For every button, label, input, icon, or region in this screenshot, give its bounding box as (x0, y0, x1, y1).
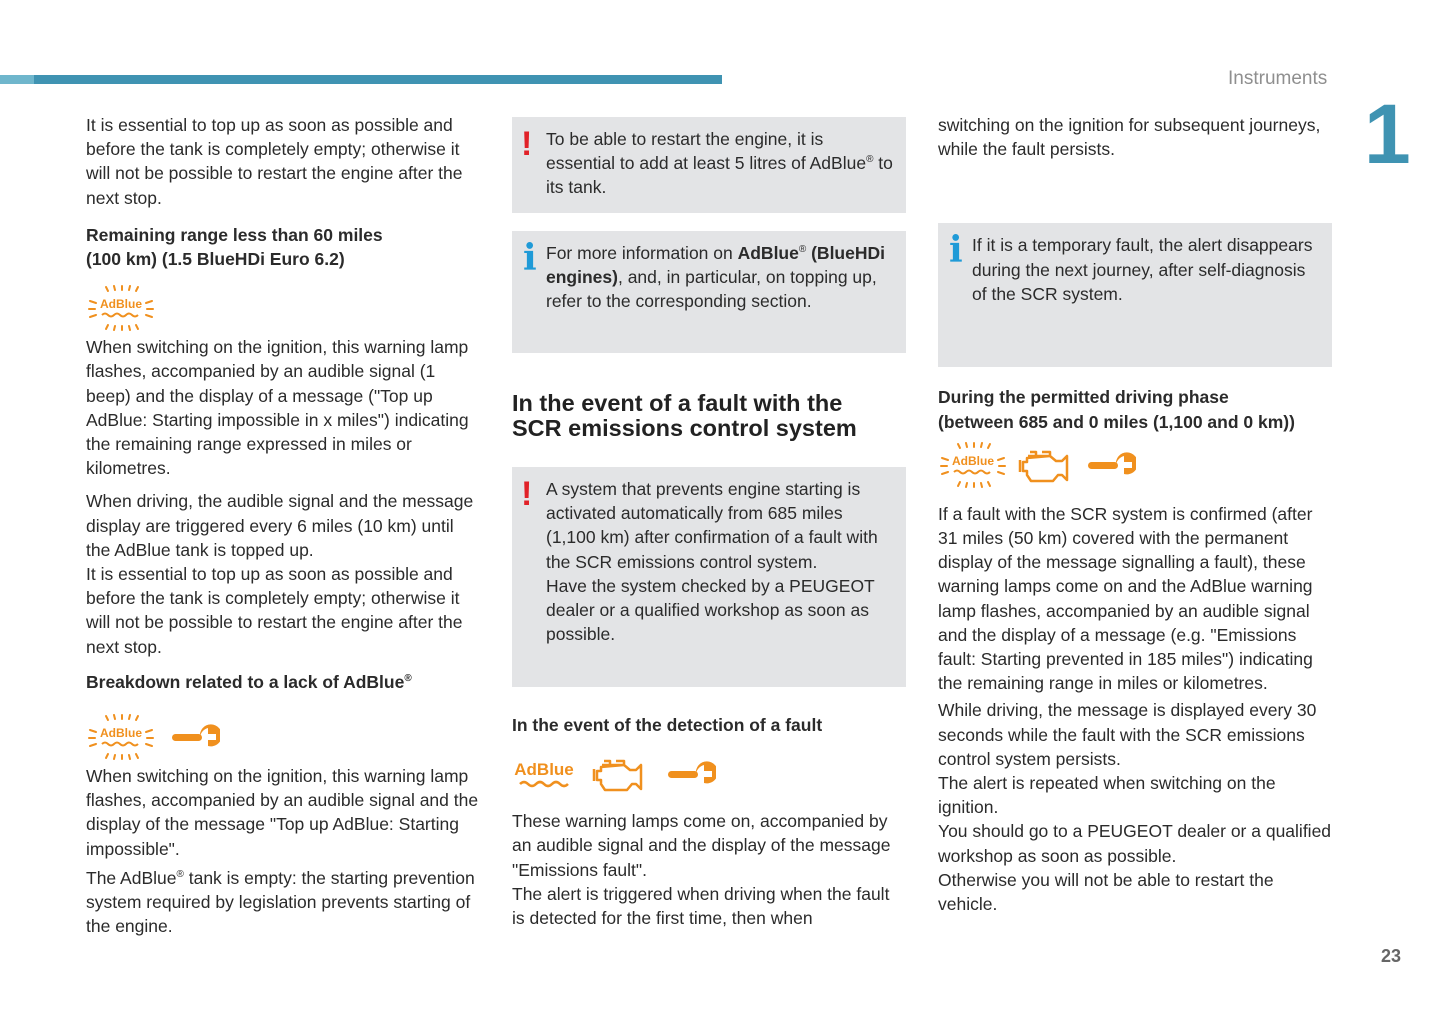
subheading-remaining-range: Remaining range less than 60 miles (100 km) (1.5 BlueHDi Euro 6.2) (86, 224, 383, 270)
warning-lamps (512, 753, 906, 795)
info-icon: i (949, 229, 963, 272)
wrench-icon (666, 761, 716, 787)
warning-box: ! A system that prevents engine starting is activated automatically from 685 miles (1,100 km) after confirmation of a fault with the SCR emissions control system. Have the system checked by a PEUGEOT dealer or a qualified workshop as soon as possible. (512, 467, 906, 687)
svg-text:AdBlue: AdBlue (100, 726, 142, 741)
warning-icon: ! (521, 475, 533, 513)
paragraph: These warning lamps come on, accompanied by an audible signal and the display of the message "Emissions fault". (512, 811, 891, 880)
warning-icon: ! (521, 125, 533, 163)
info-icon: i (523, 237, 537, 279)
section-title: Instruments (1228, 68, 1328, 89)
warning-box: ! To be able to restart the engine, it is essential to add at least 5 litres of AdBlue® to its tank. (512, 117, 906, 213)
paragraph: While driving, the message is displayed every 30 seconds while the fault with the SCR emissions control system persists. (938, 700, 1317, 769)
paragraph: It is essential to top up as soon as possible and before the tank is completely empty; otherwise it will not be possible to restart the engine after the next stop. (86, 564, 463, 657)
page-number: 23 (1381, 946, 1402, 966)
header-accent-bar (0, 75, 722, 84)
engine-fault-icon (1018, 444, 1076, 486)
section-heading: In the event of a fault with the SCR emissions control system (512, 390, 857, 441)
svg-text:AdBlue: AdBlue (952, 453, 994, 468)
paragraph: When switching on the ignition, this warning lamp flashes, accompanied by an audible signal and the display of the message "Top up AdBlue: Starting impossible". (86, 766, 479, 859)
chapter-number: 1 (1364, 87, 1411, 181)
engine-fault-icon (592, 753, 650, 795)
info-box: i If it is a temporary fault, the alert disappears during the next journey, after self-diagnosis of the SCR system. (938, 223, 1332, 367)
paragraph: You should go to a PEUGEOT dealer or a qualified workshop as soon as possible. (938, 821, 1332, 866)
paragraph: The alert is repeated when switching on the ignition. (938, 773, 1276, 818)
paragraph: The AdBlue® tank is empty: the starting prevention system required by legislation prevents starting of the engine. (86, 867, 475, 937)
paragraph: When switching on the ignition, this warning lamp flashes, accompanied by an audible signal (1 beep) and the display of a message ("Top up AdBlue: Starting impossible in x miles") indicating the remaining range expressed in miles or kilometres. (86, 337, 469, 479)
adblue-flashing-icon (86, 714, 156, 760)
wrench-icon (170, 724, 220, 750)
subheading-breakdown: Breakdown related to a lack of AdBlue® (86, 671, 412, 692)
svg-text:AdBlue: AdBlue (514, 760, 574, 780)
wrench-icon (1086, 452, 1136, 478)
paragraph: When driving, the audible signal and the message display are triggered every 6 miles (10 km) until the AdBlue tank is topped up. (86, 491, 474, 560)
paragraph: The alert is triggered when driving when the fault is detected for the first time, then when (512, 883, 890, 929)
paragraph: switching on the ignition for subsequent journeys, while the fault persists. (938, 115, 1321, 160)
subheading-permitted-phase: During the permitted driving phase (between 685 and 0 miles (1,100 and 0 km)) (938, 387, 1295, 432)
column-1 (86, 113, 482, 938)
adblue-icon (512, 756, 576, 792)
column-2 (512, 113, 906, 930)
adblue-flashing-icon (938, 442, 1008, 488)
column-3 (938, 113, 1332, 916)
paragraph: If a fault with the SCR system is confirmed (after 31 miles (50 km) covered with the permanent display of the message signalling a fault), these warning lamps come on and the AdBlue warning lamp flashes, accompanied by an audible signal and the display of a message (e.g. "Emissions fault: Starting prevented in 185 miles") indicating the remaining range in miles or kilometres. (938, 503, 1313, 694)
warning-lamps (86, 714, 482, 760)
info-box: i For more information on AdBlue® (BlueHDi engines), and, in particular, on topping up, refer to the corresponding section. (512, 231, 906, 353)
svg-text:AdBlue: AdBlue (100, 297, 142, 312)
paragraph: It is essential to top up as soon as possible and before the tank is completely empty; otherwise it will not be possible to restart the engine after the next stop. (86, 115, 463, 208)
adblue-flashing-icon (86, 285, 156, 331)
warning-lamps (86, 285, 482, 331)
subheading-detection: In the event of the detection of a fault (512, 715, 823, 735)
warning-lamps (938, 442, 1332, 488)
paragraph: Otherwise you will not be able to restart the vehicle. (938, 869, 1274, 915)
